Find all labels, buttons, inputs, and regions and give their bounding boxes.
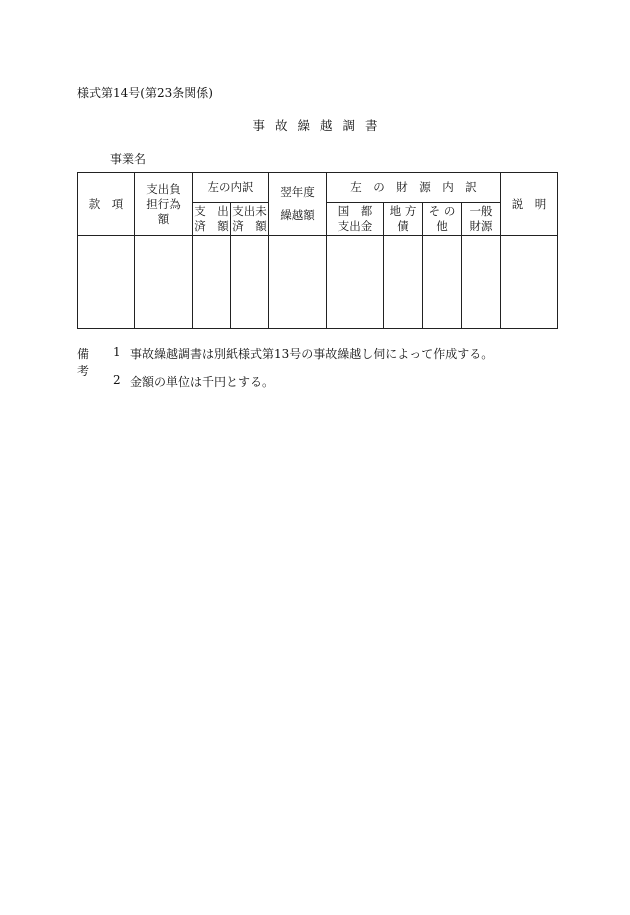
header-kou: 款 項 [78, 173, 135, 236]
header-national-prefectural-disbursement: 国 都 支出金 [327, 203, 384, 236]
note-text: 金額の単位は千円とする。 [130, 375, 275, 389]
header-paid-amount: 支 出 済 額 [193, 203, 231, 236]
note-text: 事故繰越調書は別紙様式第13号の事故繰越し伺によって作成する。 [130, 347, 494, 361]
header-next-year-carryover: 翌年度 繰越額 [269, 173, 327, 236]
cell-expenditure-burden[interactable] [135, 236, 193, 329]
note-number: 1 [113, 345, 121, 359]
header-funding-breakdown: 左 の 財 源 内 訳 [327, 173, 501, 203]
cell-general-revenue[interactable] [462, 236, 501, 329]
cell-paid-amount[interactable] [193, 236, 231, 329]
header-unpaid-amount: 支出未 済 額 [231, 203, 269, 236]
document-title: 事故繰越調書 [252, 118, 388, 133]
header-expenditure-burden: 支出負 担行為 額 [135, 173, 193, 236]
notes-label: 備考 [77, 347, 90, 378]
table-row [78, 236, 558, 329]
header-general-revenue: 一般 財源 [462, 203, 501, 236]
cell-local-bond[interactable] [384, 236, 423, 329]
cell-national-prefectural-disbursement[interactable] [327, 236, 384, 329]
cell-explanation[interactable] [501, 236, 558, 329]
carryover-table [77, 172, 558, 329]
cell-unpaid-amount[interactable] [231, 236, 269, 329]
note-number: 2 [113, 373, 121, 387]
header-other: そ の 他 [423, 203, 462, 236]
cell-next-year-carryover[interactable] [269, 236, 327, 329]
cell-other[interactable] [423, 236, 462, 329]
header-local-bond: 地 方 債 [384, 203, 423, 236]
cell-kou[interactable] [78, 236, 135, 329]
header-breakdown: 左の内訳 [193, 173, 269, 203]
project-name-label: 事業名 [110, 152, 147, 166]
form-number: 様式第14号(第23条関係) [77, 86, 213, 100]
header-explanation: 説 明 [501, 173, 558, 236]
